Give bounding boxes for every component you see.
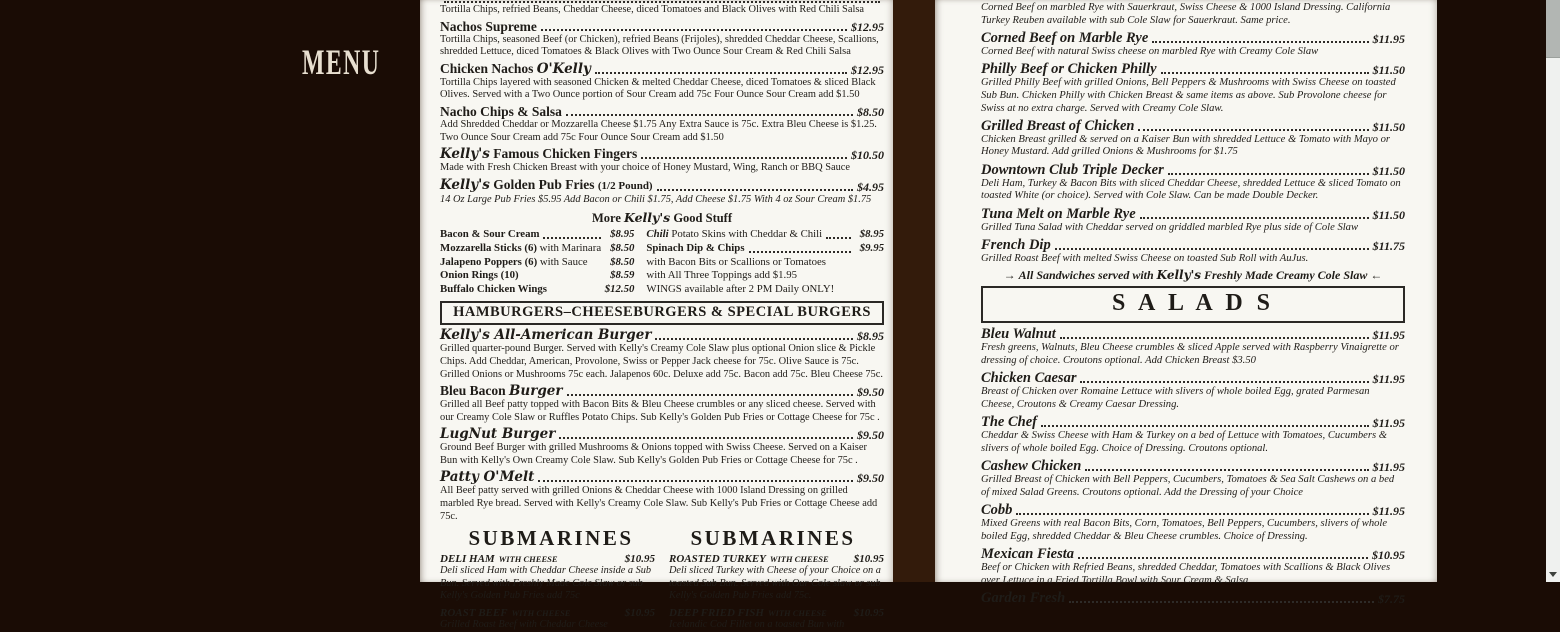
menu-item-desc: Grilled Breast of Chicken with Bell Peppers, Cucumbers, Tomatoes & Sea Salt Cashews on a bed of mixed Salad Greens. Croutons optional. Add the Dressing of your Choice <box>981 474 1395 498</box>
good-stuff-column <box>440 228 634 296</box>
menu-item-desc: All Beef patty served with grilled Onions & Cheddar Cheese with 1000 Island Dressing on grilled marbled Rye bread. Served with Kelly's Creamy Cole Slaw. Sub Kelly's Pub Fries or Cottage Cheese add 75c. <box>440 485 878 522</box>
menu-item-desc: 14 Oz Large Pub Fries $5.95 Add Bacon or Chili $1.75, Add Cheese $1.75 With 4 oz Sour Cream $1.75 <box>440 193 872 205</box>
menu-item-row <box>981 162 1405 178</box>
menu-item-desc: Made with Fresh Chicken Breast with your choice of Honey Mustard, Wing, Ranch or BBQ Sauce <box>440 162 851 174</box>
text-segment: Burger <box>509 383 563 400</box>
dotted-leader <box>641 157 847 159</box>
dotted-leader <box>543 237 601 239</box>
dotted-leader <box>559 437 853 439</box>
menu-item-desc: Grilled Tuna Salad with Cheddar served on griddled marbled Rye plus side of Cole Slaw <box>981 221 1359 233</box>
menu-item-desc: Grilled all Beef patty topped with Bacon Bits & Bleu Cheese crumbles or any sliced cheese. Served with our Creamy Cole Slaw or Ruffles Potato Chips. Sub Kelly's Golden Pub Fries or Cottage Cheese for 75c . <box>440 399 880 423</box>
menu-item-name <box>981 546 1074 562</box>
menu-item-price: $7.75 <box>1378 591 1405 606</box>
good-stuff-label <box>646 269 797 283</box>
good-stuff-label <box>646 256 826 270</box>
menu-item-row <box>981 30 1405 46</box>
text-segment: Tuna Melt on Marble Rye <box>981 205 1136 222</box>
menu-item-desc: Corned Beef with natural Swiss cheese on marbled Rye with Creamy Cole Slaw <box>981 45 1319 57</box>
good-stuff-row <box>646 269 884 283</box>
menu-item-name <box>981 370 1076 386</box>
submarine-item-row <box>440 553 655 565</box>
text-segment: More <box>591 211 625 226</box>
submarines-heading: SUBMARINES <box>690 526 856 551</box>
text-segment: Chicken Caesar <box>981 370 1077 387</box>
submarine-item-desc: Icelandic Cod Fillet on a toasted Bun with <box>669 619 845 631</box>
menu-item-name <box>440 104 562 119</box>
menu-item-price: $11.95 <box>1372 416 1405 431</box>
submarines-columns <box>440 549 884 631</box>
menu-item-price: $10.95 <box>1372 547 1405 562</box>
submarine-item-note: WITH CHEESE <box>498 554 558 565</box>
text-segment: Philly Beef or Chicken Philly <box>981 61 1157 78</box>
submarine-item-row <box>669 607 884 619</box>
menu-item-name <box>440 469 534 485</box>
text-segment: ← <box>1367 268 1383 283</box>
dotted-leader <box>1080 381 1368 383</box>
good-stuff-label <box>646 283 834 297</box>
menu-item-row <box>981 370 1405 386</box>
menu-item-price: $8.50 <box>857 104 884 119</box>
menu-item-row <box>981 206 1405 222</box>
menu-item-name <box>981 590 1065 606</box>
text-segment: French Dip <box>981 236 1051 253</box>
menu-item-desc: Ground Beef Burger with grilled Mushrooms & Onions topped with Swiss Cheese. Served on a Kaiser Bun with Kelly's Own Creamy Cole Slaw. Sub Kelly's Golden Pub Fries or Cottage Cheese for 75c . <box>440 442 867 466</box>
submarine-item-price: $10.95 <box>853 607 884 620</box>
menu-item-row <box>440 19 884 34</box>
menu-item-name <box>981 61 1157 77</box>
menu-item-name <box>981 30 1148 46</box>
menu-item-name <box>440 177 653 194</box>
menu-item-desc: Grilled Roast Beef with melted Swiss Cheese on toasted Sub Roll with AuJus. <box>981 252 1309 264</box>
text-segment: Cashew Chicken <box>981 458 1082 475</box>
text-segment: Kelly's <box>1156 268 1201 283</box>
text-segment: Onion Rings (10) <box>440 269 519 282</box>
text-segment: Potato Skins with Cheddar & Chili <box>668 228 823 241</box>
good-stuff-label <box>440 283 547 297</box>
submarine-item-desc: Grilled Roast Beef with Cheddar Cheese <box>440 619 608 631</box>
menu-item-price: $12.95 <box>851 62 884 77</box>
submarine-item-note: WITH CHEESE <box>767 608 827 619</box>
text-segment: Kelly's <box>440 146 490 163</box>
menu-item-row <box>981 237 1405 253</box>
menu-item-row <box>981 546 1405 562</box>
submarine-item-name: ROAST BEEF <box>440 607 508 620</box>
menu-page-right <box>935 0 1437 606</box>
text-segment: Patty O'Melt <box>440 469 535 486</box>
dotted-leader <box>1041 425 1369 427</box>
good-stuff-column <box>646 228 884 296</box>
text-segment: (1/2 Pound) <box>597 179 653 192</box>
text-segment: Chili <box>646 228 669 241</box>
menu-item-desc: Breast of Chicken over Romaine Lettuce with slivers of whole boiled Egg, grated Parmesan Cheese, Croutons & Creamy Caesar Dressing. <box>981 386 1370 411</box>
text-segment: Nacho Chips & Salsa <box>440 103 562 119</box>
menu-item-desc: Chicken Breast grilled & served on a Kaiser Bun with shredded Lettuce & Tomato with Mayo or Honey Mustard. Add grilled Onions & Mushrooms for $1.75 <box>981 133 1391 158</box>
dotted-leader <box>1016 513 1368 515</box>
menu-item-price: $11.95 <box>1372 328 1405 343</box>
text-segment: O'Kelly <box>536 60 591 77</box>
good-stuff-price: $8.95 <box>859 228 884 241</box>
menu-item-name <box>981 206 1136 222</box>
menu-label: MENU <box>302 44 381 83</box>
dotted-leader <box>1161 72 1369 74</box>
text-segment: LugNut Burger <box>440 426 556 443</box>
good-stuff-price: $8.59 <box>610 269 635 282</box>
text-segment: → <box>1003 268 1019 283</box>
scrollbar-thumb[interactable] <box>1546 0 1560 58</box>
good-stuff-label <box>440 242 601 256</box>
menu-item-desc: Grilled Philly Beef with grilled Onions, Bell Peppers & Mushrooms with Swiss Cheese on toasted Sub Bun. Chicken Philly with Chicken Breast & same items as above. Sub Provolone cheese for Swiss at no extra charge. Served with Creamy Cole Slaw. <box>981 77 1396 114</box>
page-gap <box>893 0 935 582</box>
scrollbar[interactable] <box>1546 0 1560 582</box>
menu-item-row <box>440 104 884 119</box>
dotted-leader <box>595 72 847 74</box>
menu-item-desc: Mixed Greens with real Bacon Bits, Corn, Tomatoes, Bell Peppers, Cucumbers, slivers of whole boiled Egg, shredded Cheddar & Bleu Cheese crumbles. Choice of Dressing. <box>981 518 1388 542</box>
text-segment: Mexican Fiesta <box>981 545 1075 562</box>
text-segment: with All Three Toppings add $1.95 <box>646 269 797 282</box>
menu-item-name <box>981 458 1081 474</box>
menu-item-price: $11.75 <box>1372 238 1405 253</box>
menu-item-price: $4.95 <box>857 179 884 194</box>
text-segment: Golden Pub Fries <box>489 176 598 192</box>
menu-item-price: $11.50 <box>1372 119 1405 134</box>
text-segment: Buffalo Chicken Wings <box>440 282 547 295</box>
submarine-item-price: $10.95 <box>624 607 655 620</box>
good-stuff-table <box>440 228 884 296</box>
menu-item-desc: Deli Ham, Turkey & Bacon Bits with sliced Cheddar Cheese, shredded Lettuce & sliced Tomato on toasted White (or choice). Served with Cole Slaw. Can be made Double Decker. <box>981 177 1401 202</box>
menu-item-desc: Beef or Chicken with Refried Beans, shredded Cheddar, Tomatoes with Scallions & Black Olives over Lettuce in a Fried Tortilla Bowl with Sour Cream & Salsa <box>981 561 1391 586</box>
submarine-item-price: $10.95 <box>624 553 655 566</box>
dotted-leader <box>538 480 853 482</box>
good-stuff-row <box>440 256 634 270</box>
menu-item-row <box>440 383 884 399</box>
submarines-column <box>669 549 884 631</box>
good-stuff-row <box>646 242 884 256</box>
submarine-item-price: $10.95 <box>853 553 884 566</box>
submarines-column <box>440 549 655 631</box>
menu-item-price: $11.95 <box>1372 460 1405 475</box>
good-stuff-row <box>440 283 634 297</box>
scroll-down-icon <box>1549 572 1557 577</box>
menu-item-price: $12.95 <box>851 19 884 34</box>
menu-item-name <box>440 426 555 442</box>
menu-item-price: $11.50 <box>1372 163 1405 178</box>
submarine-item-desc: Deli sliced Ham with Cheddar Cheese inside a Sub Bun. Served with Freshly Made Cole Slaw or sub Kelly's Golden Pub Fries add 75c <box>440 565 652 602</box>
submarine-item-name: DELI HAM <box>440 553 495 566</box>
menu-item-desc: Add Shredded Cheddar or Mozzarella Cheese $1.75 Any Extra Sauce is 75c. Extra Bleu Cheese is $1.25. Two Ounce Sour Cream add 75c Four Ounce Sour Cream add $1.50 <box>440 118 877 143</box>
good-stuff-row <box>440 228 634 242</box>
text-segment: Bleu Walnut <box>981 326 1056 343</box>
text-segment: with Sauce <box>537 255 588 268</box>
menu-item-price: $11.50 <box>1372 207 1405 222</box>
good-stuff-label <box>646 242 744 256</box>
dotted-leader <box>1085 469 1368 471</box>
menu-item-price: $9.50 <box>857 471 884 486</box>
menu-item-desc: Tortilla Chips layered with seasoned Chicken & melted Cheddar Cheese, diced Tomatoes & sliced Black Olives. Served with a Two Ounce portion of Sour Cream add 75c Four Ounce Sour Cream add $1.50 <box>440 76 876 101</box>
text-segment: Bacon & Sour Cream <box>440 228 540 241</box>
submarine-item-note: WITH CHEESE <box>511 608 571 619</box>
text-segment: Garden Fresh <box>981 589 1066 606</box>
dotted-leader <box>1168 173 1369 175</box>
good-stuff-row <box>440 242 634 256</box>
menu-item-row <box>981 326 1405 342</box>
scroll-down-button[interactable] <box>1546 567 1560 582</box>
text-segment: with Marinara <box>536 241 602 254</box>
menu-item-name <box>981 414 1037 430</box>
good-stuff-label <box>440 269 519 283</box>
text-segment: Bleu Bacon <box>440 383 510 399</box>
dotted-leader <box>1138 129 1368 131</box>
good-stuff-price: $8.50 <box>610 241 635 254</box>
menu-item-desc: Cheddar & Swiss Cheese with Ham & Turkey on a bed of Lettuce with Tomatoes, Cucumbers & slivers of whole boiled Egg. Choice of Dressing. Croutons optional. <box>981 430 1387 454</box>
text-segment: Famous Chicken Fingers <box>489 146 638 162</box>
text-segment: Chicken Nachos <box>440 60 537 76</box>
menu-item-name <box>440 19 537 34</box>
text-segment: Nachos Supreme <box>440 18 537 34</box>
menu-item-price: $11.95 <box>1372 31 1405 46</box>
menu-item-row <box>981 458 1405 474</box>
text-segment: Spinach Dip & Chips <box>646 241 745 254</box>
text-segment: Downtown Club Triple Decker <box>981 161 1164 178</box>
text-segment: Cobb <box>981 502 1013 519</box>
menu-item-name <box>440 383 563 399</box>
text-segment: All Sandwiches served with <box>1018 268 1157 283</box>
menu-item-name <box>440 61 591 77</box>
good-stuff-row <box>646 283 884 297</box>
menu-item-row <box>440 469 884 485</box>
submarines-headings <box>440 527 884 549</box>
good-stuff-label <box>646 228 822 242</box>
good-stuff-row <box>440 269 634 283</box>
text-segment: Kelly's <box>624 210 671 226</box>
menu-item-row <box>981 118 1405 134</box>
sandwich-note <box>981 268 1405 282</box>
menu-item-row <box>981 61 1405 77</box>
dotted-leader <box>1078 557 1368 559</box>
menu-item-price: $9.50 <box>857 385 884 400</box>
menu-item-row <box>981 590 1405 606</box>
dotted-leader <box>444 1 880 3</box>
good-stuff-price: $12.50 <box>604 282 635 295</box>
menu-item-name <box>981 162 1164 178</box>
menu-item-desc: Grilled quarter-pound Burger. Served with Kelly's Creamy Cole Slaw plus optional Onion slice & Pickle Chips. Add Cheddar, American, Provolone, Swiss or Pepper Jack cheese for 75c. Olive Sauce is 75c. Grilled Onions or Mushrooms 75c each. Jalapenos 60c. Deluxe add 75c. Bacon add 75c. Bleu Cheese 75c. <box>440 343 883 380</box>
text-segment: Jalapeno Poppers (6) <box>440 255 538 268</box>
menu-item-price: $11.95 <box>1372 504 1405 519</box>
dotted-leader <box>567 394 854 396</box>
dotted-leader <box>566 114 853 116</box>
good-stuff-label <box>440 256 588 270</box>
dotted-leader <box>1140 217 1369 219</box>
good-stuff-price: $9.95 <box>859 241 884 254</box>
menu-item-row <box>440 327 884 343</box>
good-stuff-row <box>646 228 884 242</box>
menu-item-name <box>440 146 637 162</box>
dotted-leader <box>655 338 853 340</box>
section-title <box>440 210 884 226</box>
dotted-leader <box>1055 248 1369 250</box>
menu-item-desc: Tortilla Chips, seasoned Beef (or Chicken), refried Beans (Frijoles), shredded Cheddar Cheese, Scallions, shredded Lettuce, diced Tomatoes & Black Olives with Two Ounce Sour Cream & Red Chili Salsa <box>440 33 879 58</box>
text-segment: with Bacon Bits or Scallions or Tomatoes <box>646 255 826 268</box>
menu-item-price: $10.50 <box>851 148 884 163</box>
menu-item-price: $11.95 <box>1372 372 1405 387</box>
section-heading-box: S A L A D S <box>981 286 1405 323</box>
menu-item-row <box>981 502 1405 518</box>
text-segment: Kelly's <box>440 176 490 193</box>
menu-item-price: $9.50 <box>857 428 884 443</box>
menu-item-row <box>440 426 884 442</box>
menu-item-row <box>440 177 884 194</box>
menu-item-desc: Tortilla Chips, refried Beans, Cheddar Cheese, diced Tomatoes and Black Olives with Red Chili Salsa <box>440 4 864 15</box>
menu-item-row <box>440 61 884 77</box>
dotted-leader <box>749 251 851 253</box>
submarine-item-row <box>669 553 884 565</box>
text-segment: Good Stuff <box>670 211 733 226</box>
dotted-leader <box>657 189 853 191</box>
good-stuff-price: $8.50 <box>610 255 635 268</box>
good-stuff-label <box>440 228 539 242</box>
section-heading-box: HAMBURGERS–CHEESEBURGERS & SPECIAL BURGERS <box>440 301 884 325</box>
submarine-item-row <box>440 607 655 619</box>
submarine-item-note: WITH CHEESE <box>769 554 829 565</box>
menu-item-name <box>981 237 1051 253</box>
good-stuff-price: $8.95 <box>610 228 635 241</box>
text-segment: Corned Beef on Marble Rye <box>981 29 1149 46</box>
text-segment: The Chef <box>981 414 1037 431</box>
dotted-leader <box>541 29 847 31</box>
dotted-leader <box>1152 41 1368 43</box>
text-segment: Grilled Breast of Chicken <box>981 117 1135 134</box>
dotted-leader <box>1069 601 1374 603</box>
menu-page-left <box>420 0 893 631</box>
text-segment: Freshly Made Creamy Cole Slaw <box>1201 268 1368 283</box>
dotted-leader <box>1060 337 1369 339</box>
submarine-item-name: ROASTED TURKEY <box>669 553 766 566</box>
submarines-heading: SUBMARINES <box>468 526 634 551</box>
dotted-leader <box>826 237 851 239</box>
menu-item-desc: Corned Beef on marbled Rye with Sauerkraut, Swiss Cheese & 1000 Island Dressing. California Turkey Reuben available with sub Cole Slaw for Sauerkraut. Same price. <box>981 2 1391 26</box>
good-stuff-row <box>646 256 884 270</box>
submarine-item-name: DEEP FRIED FISH <box>669 607 764 620</box>
menu-item-price: $8.95 <box>857 329 884 344</box>
submarine-item-desc: Deli sliced Turkey with Cheese of your Choice on a toasted Sub Bun. Served with Our Cole slaw or sub Kelly's Golden Pub Fries add 75c. <box>669 565 881 602</box>
text-segment: Mozzarella Sticks (6) <box>440 241 537 254</box>
text-segment: Kelly's All-American Burger <box>440 327 652 344</box>
text-segment: WINGS available after 2 PM Daily ONLY! <box>646 282 835 295</box>
menu-item-price: $11.50 <box>1372 63 1405 78</box>
menu-item-row <box>981 414 1405 430</box>
menu-item-name <box>981 502 1012 518</box>
menu-item-name <box>981 326 1056 342</box>
menu-item-name <box>440 327 651 343</box>
menu-item-desc: Fresh greens, Walnuts, Bleu Cheese crumbles & sliced Apple served with Raspberry Vinaigrette or dressing of choice. Croutons optional. Add Chicken Breast $3.50 <box>981 342 1399 367</box>
menu-item-name <box>981 118 1134 134</box>
menu-item-row <box>440 146 884 162</box>
